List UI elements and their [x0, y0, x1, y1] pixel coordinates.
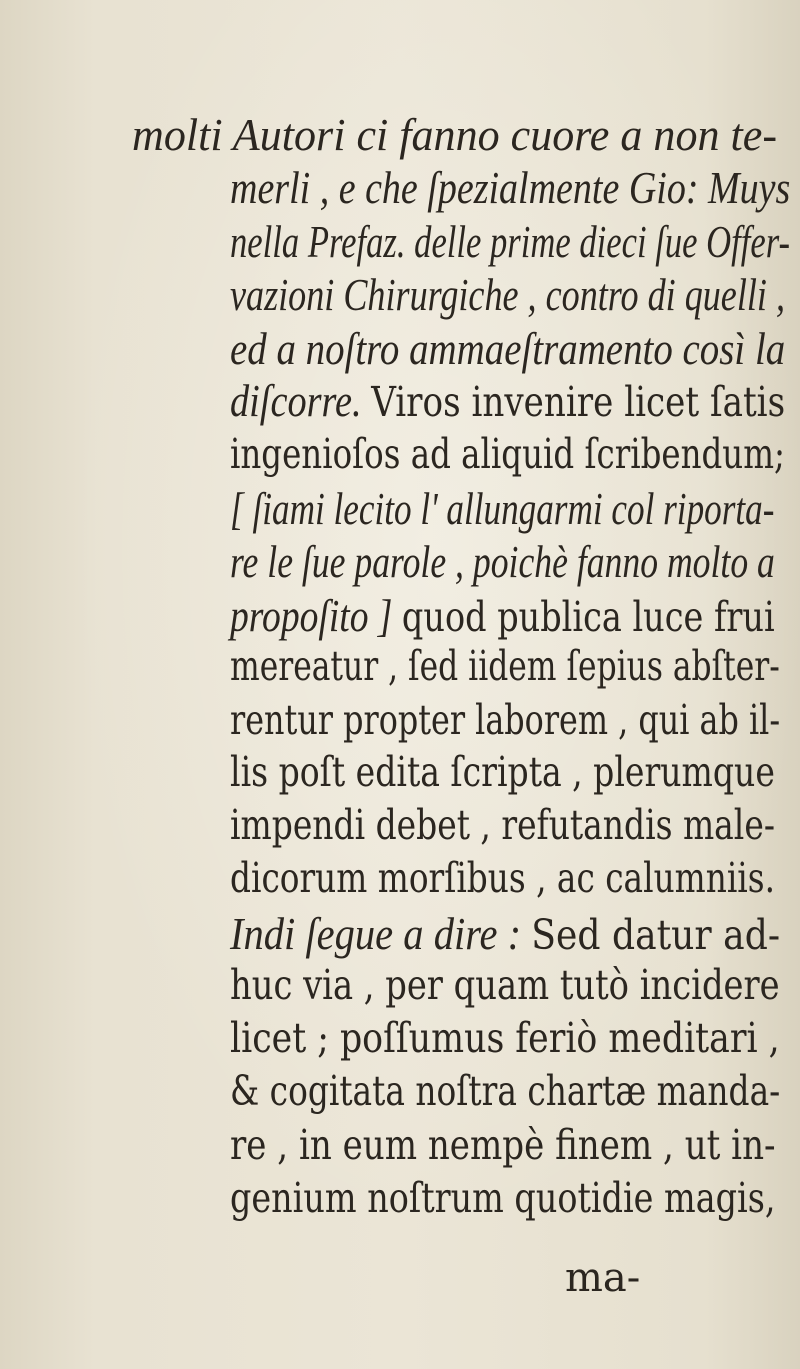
text-line [230, 961, 780, 1009]
catchword: ma- [565, 1255, 641, 1301]
roman-text: genium noſtrum quotidie magis, [230, 1174, 776, 1222]
text-line [230, 323, 786, 374]
roman-text: re , in eum nempè finem , ut in- [230, 1121, 776, 1169]
italic-text: vazioni Chirurgiche , contro di quelli , [230, 269, 785, 320]
roman-text: quod publica luce frui [401, 593, 775, 641]
text-line [230, 590, 775, 641]
italic-text: Indi ſegue a dire : [230, 908, 532, 959]
text-line [230, 748, 775, 796]
text-line [230, 430, 785, 478]
text-line [230, 642, 780, 690]
text-line [230, 375, 786, 426]
roman-text: Viros invenire licet ſatis [371, 378, 786, 426]
italic-text: re le ſue parole , poichè fanno molto a [230, 536, 775, 587]
roman-text: huc via , per quam tutò incidere [230, 961, 780, 1009]
roman-text: impendi debet , refutandis male- [230, 801, 775, 849]
text-line [230, 1174, 776, 1222]
text-line [132, 109, 778, 160]
text-line [230, 216, 790, 267]
text-line [230, 908, 781, 959]
text-line [230, 536, 775, 587]
text-line [230, 801, 775, 849]
roman-text: rentur propter laborem , qui ab il- [230, 696, 781, 744]
italic-text: ed a noſtro ammaeſtramento così la [230, 323, 786, 374]
text-line [230, 269, 785, 320]
text-line [230, 1121, 776, 1169]
text-line [230, 162, 791, 213]
italic-text: nella Prefaz. delle prime dieci ſue Offer- [230, 216, 790, 267]
italic-text: merli , e che ſpezialmente Gio: Muys [230, 162, 791, 213]
roman-text: mereatur , ſed iidem ſepius abſter- [230, 642, 780, 690]
italic-text: [ ſiami lecito l' allungarmi col riporta- [230, 483, 775, 534]
text-line [230, 854, 776, 902]
italic-text: molti Autori ci fanno cuore a non te- [132, 109, 778, 160]
italic-text: propoſito ] [230, 590, 402, 641]
text-line [230, 1067, 781, 1115]
text-line [230, 483, 775, 534]
roman-text: & cogitata noſtra chartæ manda- [230, 1067, 781, 1115]
italic-text: diſcorre. [230, 375, 372, 426]
text-line [230, 696, 781, 744]
roman-text: licet ; poſſumus feriò meditari , [230, 1014, 780, 1062]
roman-text: dicorum morſibus , ac calumniis. [230, 854, 776, 902]
text-line [230, 1014, 780, 1062]
roman-text: ingenioſos ad aliquid ſcribendum; [230, 430, 785, 478]
roman-text: Sed datur ad- [531, 911, 781, 959]
roman-text: lis poſt edita ſcripta , plerumque [230, 748, 775, 796]
